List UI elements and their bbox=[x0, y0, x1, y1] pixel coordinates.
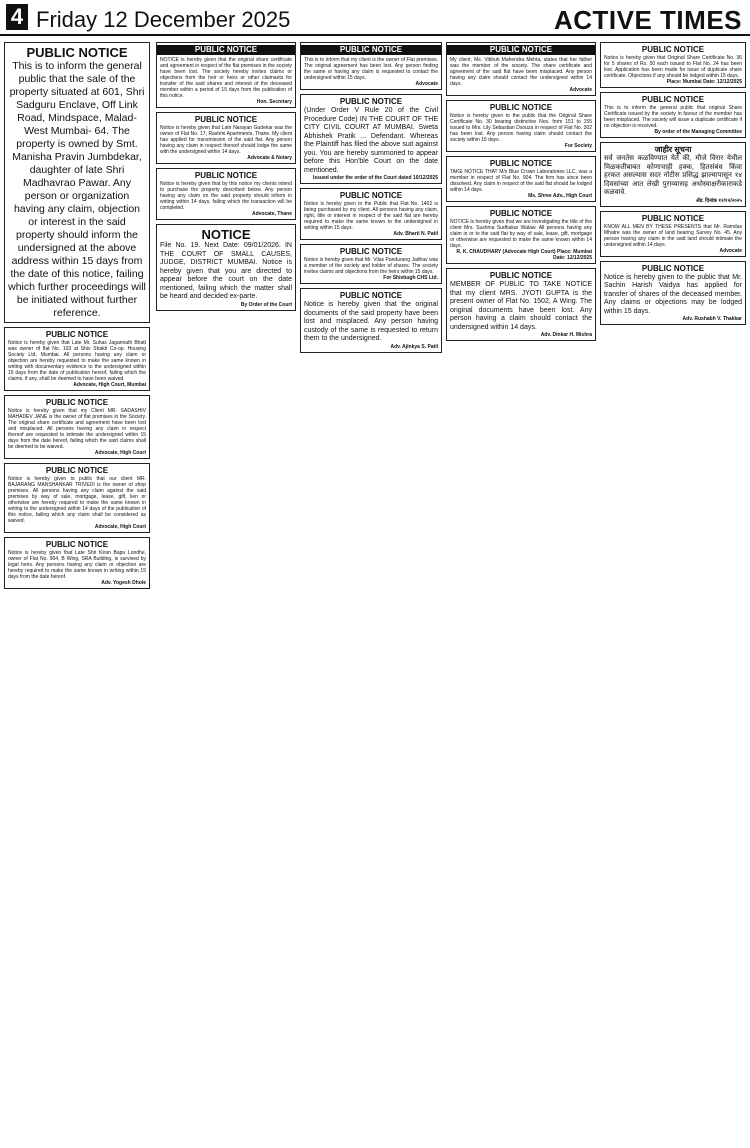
notice-body: This is to inform that my client is the owner of Flat premises. The original agreement has been lost. Any person finding the same or having any claim is requested to contact the undersigned within 15 days. bbox=[304, 57, 438, 81]
notice-signature: Advocate, High Court bbox=[94, 450, 146, 456]
notice-signature: For Shivbugh CHS Ltd. bbox=[383, 275, 438, 281]
public-notice-lead bbox=[4, 42, 150, 323]
notice-title: PUBLIC NOTICE bbox=[489, 159, 553, 168]
notice-title: PUBLIC NOTICE bbox=[194, 115, 258, 124]
notice-body: Notice is hereby given that Original Share Certificate No. 36 for 5 shares of Rs. 50 each issued to Flat No. 24 has been lost. Application has been made for issue of duplicate share certificate. Objections if any should be lodged within 15 days. bbox=[604, 55, 742, 79]
notice-signature: Issued under the order of the Court dated 10/12/2025 bbox=[312, 175, 438, 181]
public-notice bbox=[446, 156, 596, 202]
notice-title: PUBLIC NOTICE bbox=[489, 271, 553, 280]
notice-body: My client, Ms. Vibhuti Mahendra Mehta, states that her father was the member of the society. The share certificate and agreement of the said flat have been misplaced. Any person having any claim should contact the undersigned within 14 days. bbox=[450, 57, 592, 87]
column-4 bbox=[446, 42, 596, 1142]
notice-title: PUBLIC NOTICE bbox=[339, 291, 403, 300]
notice-body: Notice is hereby given to public that our client MR. BAJARANG MANSHANKAR TRIVEDI is the owner of shop premises. All persons having any claim against the said premises by way of sale, mortgage, lease, gift, lien or otherwise are hereby required to make the same known in writing to the undersigned within 14 days of the publication of this notice, failing which any claim shall be considered as waived. bbox=[8, 476, 146, 524]
notice-title: PUBLIC NOTICE bbox=[45, 540, 109, 549]
notice-title: PUBLIC NOTICE bbox=[339, 247, 403, 256]
notice-signature: Adv. Ajinkya S. Patil bbox=[390, 343, 438, 350]
column-1 bbox=[4, 42, 150, 1142]
notice-body: This is to inform the general public that the sale of the property situated at 601, Shri Sadguru Enclave, Off Link Road, Mindspace, Malad-West Mumbai- 64. The property is owned by Smt. Manisha Pravin Jumbdekar, daughter of late Shri Madhavrao Pawar. Any person or organization having any claim, objection or interest in the said property should inform the undersigned at the above address within 15 days from the date of this notice, failing which further proceedings will be initiated without further reference. bbox=[8, 60, 146, 319]
notice-title: PUBLIC NOTICE bbox=[489, 209, 553, 218]
notice-title: जाहीर सूचना bbox=[654, 145, 692, 154]
notice-body: Notice is hereby given that by this notice my clients intend to purchase the property described below. Any person having any claim on the said property should inform in writing within 14 days, failing which the transaction will be completed. bbox=[160, 181, 292, 211]
notice-body: MEMBER OF PUBLIC TO TAKE NOTICE that my client MRS. JYOTI GUPTA is the present owner of Flat No. 1502, A Wing. The original documents have been lost. Any person having a claim should contact the undersigned within 14 days. bbox=[450, 281, 592, 331]
notice-signature: Adv. Rushabh V. Thakkar bbox=[682, 316, 742, 322]
notice-title: PUBLIC NOTICE bbox=[45, 398, 109, 407]
notice-body: Notice is hereby given that Late Shri Kiran Bapu Londhe, owner of Flat No. 904, B Wing, SRA Building, is survived by legal heirs. Any persons having any claim or objection are hereby required to make the same known in writing within 15 days from the date hereof. bbox=[8, 550, 146, 580]
notice-signature: Ms. Shree Adv., High Court bbox=[528, 193, 592, 199]
public-notice bbox=[300, 42, 442, 90]
notice-title: PUBLIC NOTICE bbox=[157, 45, 295, 55]
public-notice bbox=[300, 288, 442, 353]
notice-body: Notice is hereby given to the public that the Original Share Certificate No. 30 bearing distinctive Nos. from 151 to 155 issued to Mrs. Lily Sebastian Dsouza in respect of Flat No. 302 has been lost. Any person having claim should contact the society within 15 days. bbox=[450, 113, 592, 143]
notice-signature: Advocate bbox=[719, 247, 742, 254]
notice-body: KNOW ALL MEN BY THESE PRESENTS that Mr. Ramdas Mhatre was the owner of land bearing Survey No. 45. Any person having any claim in the said land should intimate the undersigned within 14 days. bbox=[604, 223, 742, 248]
notice-body: This is to inform the general public that original Share Certificate issued by the society in favour of the member has been misplaced. The society will issue a duplicate certificate if no objection is received. bbox=[604, 105, 742, 129]
column-2 bbox=[156, 42, 296, 1142]
notice-body: Notice is hereby given to the Public that Flat No. 1402 is being purchased by my client. All persons having any claim, right, title or interest in respect of the said flat are hereby required to make the same known to the undersigned in writing within 15 days. bbox=[304, 201, 438, 231]
notice-body: Notice is hereby given that the original documents of the said property have been lost and misplaced. Any person having custody of the same is requested to return them to the undersigned. bbox=[304, 301, 438, 342]
notice-title: PUBLIC NOTICE bbox=[301, 45, 441, 55]
public-notice bbox=[600, 92, 746, 138]
notice-title: PUBLIC NOTICE bbox=[447, 45, 595, 55]
notice-title: PUBLIC NOTICE bbox=[641, 45, 705, 54]
notice-title: PUBLIC NOTICE bbox=[641, 95, 705, 104]
notice-body: NOTICE is hereby given that the original share certificate and agreement in respect of the flat premises in the society have been lost. The society hereby invites claims or objections from the heir or heirs or other claimants for transfer of the said shares and interest of the deceased member within a period of 15 days from the publication of this notice. bbox=[160, 57, 292, 99]
notice-signature: Advocate, Thane bbox=[251, 211, 292, 217]
notice-body: Notice is hereby given to the public that Mr. Sachin Harish Vaidya has applied for transfer of shares of the deceased member. Any claims or objections may be lodged within 15 days. bbox=[604, 273, 742, 315]
notice-signature: Place: Mumbai Date: 12/12/2025 bbox=[666, 79, 742, 85]
public-notice bbox=[156, 42, 296, 108]
notice-signature: By Order of the Court bbox=[240, 301, 292, 308]
notice-body: (Under Order V Rule 20 of the Civil Procedure Code) IN THE COURT OF THE CITY CIVIL COURT AT MUMBAI. Sweta Abhishek Pratik ... Defendant. Whereas the Plaintiff has filed the above suit against you. You are hereby summoned to appear before this Hon'ble Court on the date mentioned. bbox=[304, 107, 438, 174]
notice-title: PUBLIC NOTICE bbox=[45, 466, 109, 475]
court-summons-notice bbox=[300, 94, 442, 184]
notice-title: PUBLIC NOTICE bbox=[45, 330, 109, 339]
notice-signature: For Society bbox=[564, 143, 592, 149]
public-notice bbox=[446, 100, 596, 152]
notice-title: PUBLIC NOTICE bbox=[339, 97, 403, 106]
notice-body: File No. 19. Next Date: 09/01/2026. IN THE COURT OF SMALL CAUSES, JUDGE, DISTRICT MUMBAI. Notice is hereby given that you are directed to appear before the court on the date mentioned, failing which the matter shall be heard and decided ex-parte. bbox=[160, 242, 292, 300]
notice-signature: Advocate, High Court bbox=[94, 524, 146, 530]
notice-title: NOTICE bbox=[201, 227, 251, 242]
notice-body: TAKE NOTICE THAT M/s Blue Crown Laboratories LLC, was a member in respect of Flat No. 904. The firm has since been dissolved. Any claim in respect of the said flat should be lodged within 14 days. bbox=[450, 169, 592, 193]
notice-signature: By order of the Managing Committee bbox=[654, 129, 742, 135]
notice-signature: Advocate & Notary bbox=[247, 155, 292, 161]
masthead bbox=[0, 0, 750, 36]
notice-signature: Adv. Dinkar H. Mishra bbox=[540, 332, 592, 338]
notice-body: Notice is hereby given that my Client MR. SADASHIV MAHADEV JANE is the owner of flat premises in the Society. The original share certificate and agreement have been lost and misplaced. All persons having any claim in respect thereof are requested to intimate the undersigned within 15 days from the date hereof, failing which the said claims shall be deemed to be waived. bbox=[8, 408, 146, 450]
marathi-public-notice bbox=[600, 142, 746, 207]
notice-title: PUBLIC NOTICE bbox=[339, 191, 403, 200]
notice-signature: Adv. Yogesh Dhole bbox=[101, 580, 146, 586]
notice-signature: Adv. Bharti N. Patil bbox=[393, 231, 438, 237]
notice-title: PUBLIC NOTICE bbox=[194, 171, 258, 180]
public-notice bbox=[4, 395, 150, 459]
notice-signature: Hon. Secretary bbox=[256, 99, 292, 105]
notice-body: NOTICE is hereby given that we are investigating the title of the client Mrs. Sushma Sudhakar Walaw. All persons having any claim in or to the said flat by way of sale, lease, gift, mortgage or otherwise are requested to make the same known within 14 days. bbox=[450, 219, 592, 249]
public-notice bbox=[600, 261, 746, 326]
notice-signature: Advocate bbox=[415, 81, 438, 87]
public-notice bbox=[446, 268, 596, 341]
notice-body: Notice is hereby given that Late Narayan Gudekar was the owner of Flat No. 17, Rashmi Apartments, Thane. My client has applied for transmission of the said flat. Any person having any claim in respect thereof should lodge the same with the undersigned within 14 days. bbox=[160, 125, 292, 155]
column-5 bbox=[600, 42, 746, 1142]
notice-title: PUBLIC NOTICE bbox=[26, 45, 128, 60]
public-notice bbox=[300, 188, 442, 240]
public-notice bbox=[600, 211, 746, 257]
notice-title: PUBLIC NOTICE bbox=[641, 263, 705, 273]
public-notice bbox=[4, 537, 150, 589]
notice-signature: ॲड. दिनांक १२/१२/२०२५ bbox=[695, 197, 742, 204]
column-3 bbox=[300, 42, 442, 1142]
public-notice bbox=[156, 112, 296, 164]
notice-signature: R. K. CHAUDHARY (Advocate High Court) Place: Mumbai Date: 12/12/2025 bbox=[456, 249, 592, 261]
notice-title: PUBLIC NOTICE bbox=[489, 103, 553, 112]
public-notice bbox=[156, 168, 296, 220]
public-notice bbox=[300, 244, 442, 284]
court-notice bbox=[156, 224, 296, 311]
notice-title: PUBLIC NOTICE bbox=[641, 213, 705, 223]
public-notice bbox=[4, 327, 150, 391]
public-notice bbox=[600, 42, 746, 88]
notice-signature: Advocate bbox=[569, 87, 592, 93]
public-notice bbox=[446, 42, 596, 96]
issue-date: Friday 12 December 2025 bbox=[36, 7, 291, 32]
notice-signature: Advocate, High Court, Mumbai bbox=[73, 382, 146, 388]
notice-body: Notice is hereby given that Mr. Vilas Pandurang Jadhav was a member of the society and holder of shares. The society invites claims and objections from the heirs within 15 days. bbox=[304, 257, 438, 275]
notice-body: Notice is hereby given that Late Mr. Suhas Jagannath Bhatt was owner of flat No. 103 at Shiv Shakti Co-op. Housing Society Ltd, Mumbai. All persons having any claim or objection are hereby requested to make the same known in writing with documentary evidence to the undersigned within 15 days from the date of publication hereof, failing which the claims, if any, shall be deemed to have been waived. bbox=[8, 340, 146, 382]
newspaper-title: ACTIVE TIMES bbox=[553, 5, 742, 35]
notice-body: सर्व जनतेस कळविण्यात येते की, मौजे विरार येथील मिळकतीबाबत कोणाचाही हक्क, हितसंबंध किंवा हरकत असल्यास सदर नोटीस प्रसिद्ध झाल्यापासून १४ दिवसांच्या आत लेखी पुराव्यासह अधोस्वाक्षरीकाराकडे कळवावे. bbox=[604, 155, 742, 196]
page-number: 4 bbox=[6, 4, 28, 30]
public-notice bbox=[446, 206, 596, 264]
public-notice bbox=[4, 463, 150, 533]
